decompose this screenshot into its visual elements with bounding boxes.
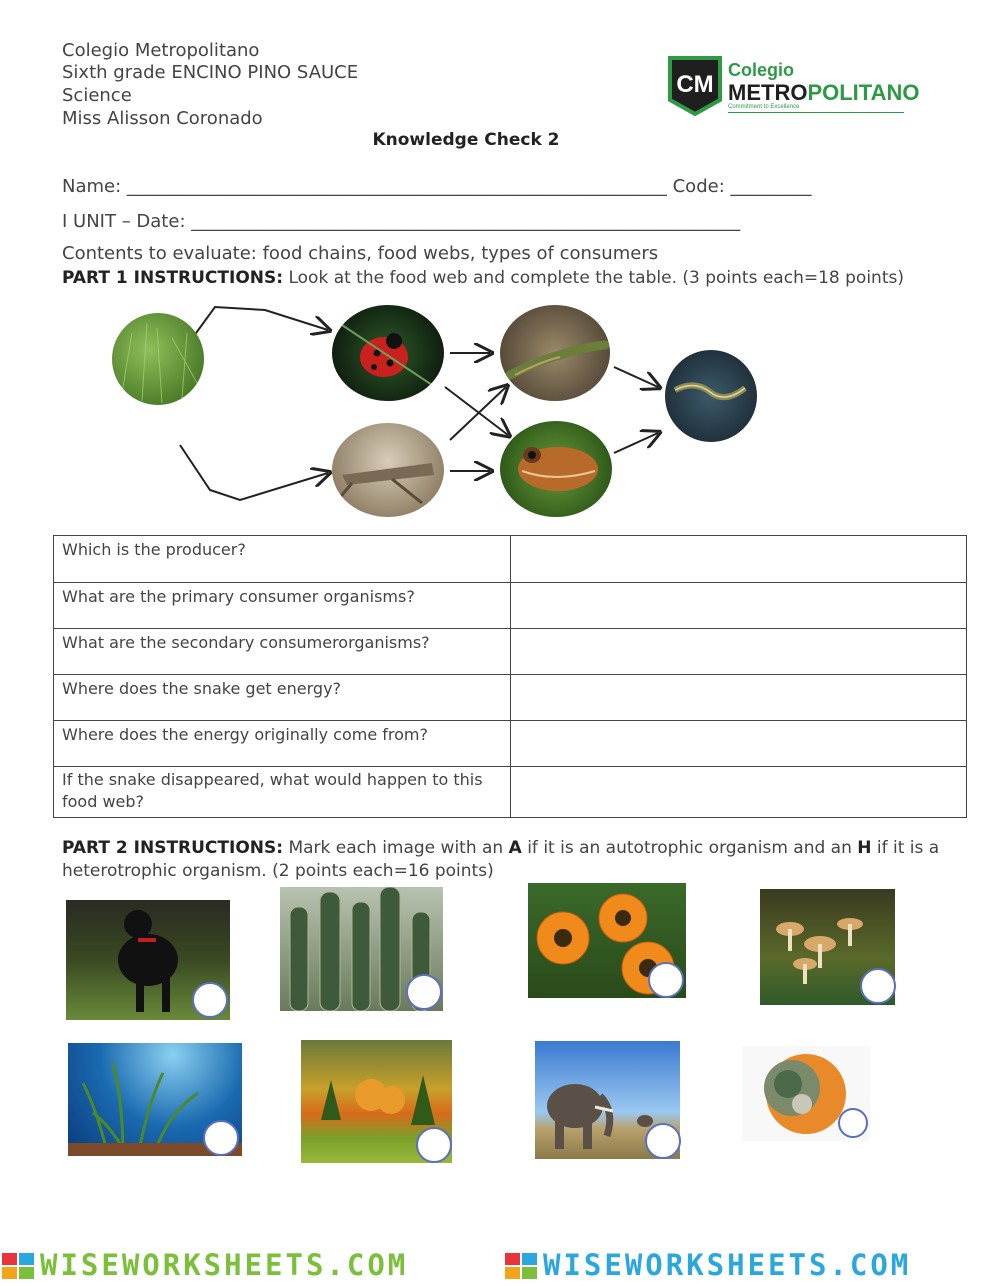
- table-row: [54, 767, 967, 818]
- logo-tagline: Commitment to Excellence: [728, 104, 800, 110]
- footer-logo-icon: [505, 1252, 537, 1278]
- answer-circle-cactus[interactable]: [406, 974, 442, 1010]
- answer-cell[interactable]: [511, 767, 967, 818]
- arrow-frog-snake: [614, 433, 658, 453]
- footer-logo-icon: [2, 1252, 34, 1278]
- food-web-table: [53, 535, 967, 818]
- answer-circle-elephants[interactable]: [645, 1123, 681, 1159]
- footer-text-2: WISEWORKSHEETS.COM: [543, 1248, 912, 1282]
- logo-shield-icon: [666, 54, 724, 116]
- ladybug-image: [332, 305, 444, 401]
- part2-instructions: PART 2 INSTRUCTIONS: Mark each image with an A if it is an autotrophic organism and an H if it is a: [62, 838, 940, 858]
- logo-main-text: METROPOLITANO: [728, 80, 920, 105]
- teacher-line: Miss Alisson Coronado: [62, 108, 263, 129]
- page-title: Knowledge Check 2: [372, 130, 560, 150]
- lizard-image: [500, 305, 610, 401]
- answer-circle-seagrass[interactable]: [203, 1120, 239, 1156]
- table-row: [54, 721, 967, 767]
- answer-circle-dog[interactable]: [192, 982, 228, 1018]
- footer-text-1: WISEWORKSHEETS.COM: [40, 1248, 409, 1282]
- question-cell: Where does the energy originally come from?: [54, 721, 511, 767]
- table-row: [54, 536, 967, 583]
- grasshopper-image: [332, 423, 444, 517]
- answer-cell[interactable]: [511, 583, 967, 629]
- question-cell: Where does the snake get energy?: [54, 675, 511, 721]
- answer-cell[interactable]: [511, 721, 967, 767]
- answer-cell[interactable]: [511, 675, 967, 721]
- answer-circle-flowers[interactable]: [648, 962, 684, 998]
- logo-top-text: Colegio: [728, 60, 794, 80]
- table-row: [54, 583, 967, 629]
- table-row: [54, 629, 967, 675]
- logo-underline: [728, 112, 904, 113]
- name-code-field[interactable]: Name: ____________________________________________________________ Code: _________: [62, 176, 812, 197]
- question-cell: If the snake disappeared, what would happen to this food web?: [54, 767, 511, 818]
- frog-image: [500, 421, 612, 517]
- date-field[interactable]: I UNIT – Date: _____________________________________________________________: [62, 211, 741, 232]
- grass-image: [112, 313, 204, 405]
- footer-watermark: [0, 1248, 1000, 1280]
- food-web: [100, 295, 780, 525]
- grade-line: Sixth grade ENCINO PINO SAUCE: [62, 62, 359, 83]
- answer-circle-mushrooms[interactable]: [860, 968, 896, 1004]
- school-name: Colegio Metropolitano: [62, 40, 260, 61]
- table-row: [54, 675, 967, 721]
- part2-instructions-line2: heterotrophic organism. (2 points each=16 points): [62, 861, 494, 881]
- question-cell: What are the primary consumer organisms?: [54, 583, 511, 629]
- school-logo: [666, 54, 920, 116]
- answer-cell[interactable]: [511, 536, 967, 583]
- answer-cell[interactable]: [511, 629, 967, 675]
- question-cell: What are the secondary consumerorganisms?: [54, 629, 511, 675]
- svg-text:CM: CM: [676, 71, 714, 98]
- contents-line: Contents to evaluate: food chains, food webs, types of consumers: [62, 243, 659, 264]
- part1-instructions: PART 1 INSTRUCTIONS: Look at the food web and complete the table. (3 points each=18 points): [62, 268, 904, 288]
- arrow-grasshopper-lizard: [450, 387, 506, 440]
- arrow-grass-grasshopper: [180, 445, 328, 500]
- question-cell: Which is the producer?: [54, 536, 511, 583]
- subject-line: Science: [62, 85, 132, 106]
- snake-image: [665, 350, 757, 442]
- arrow-lizard-snake: [614, 367, 658, 387]
- answer-circle-orange[interactable]: [838, 1108, 868, 1138]
- answer-circle-forest[interactable]: [416, 1127, 452, 1163]
